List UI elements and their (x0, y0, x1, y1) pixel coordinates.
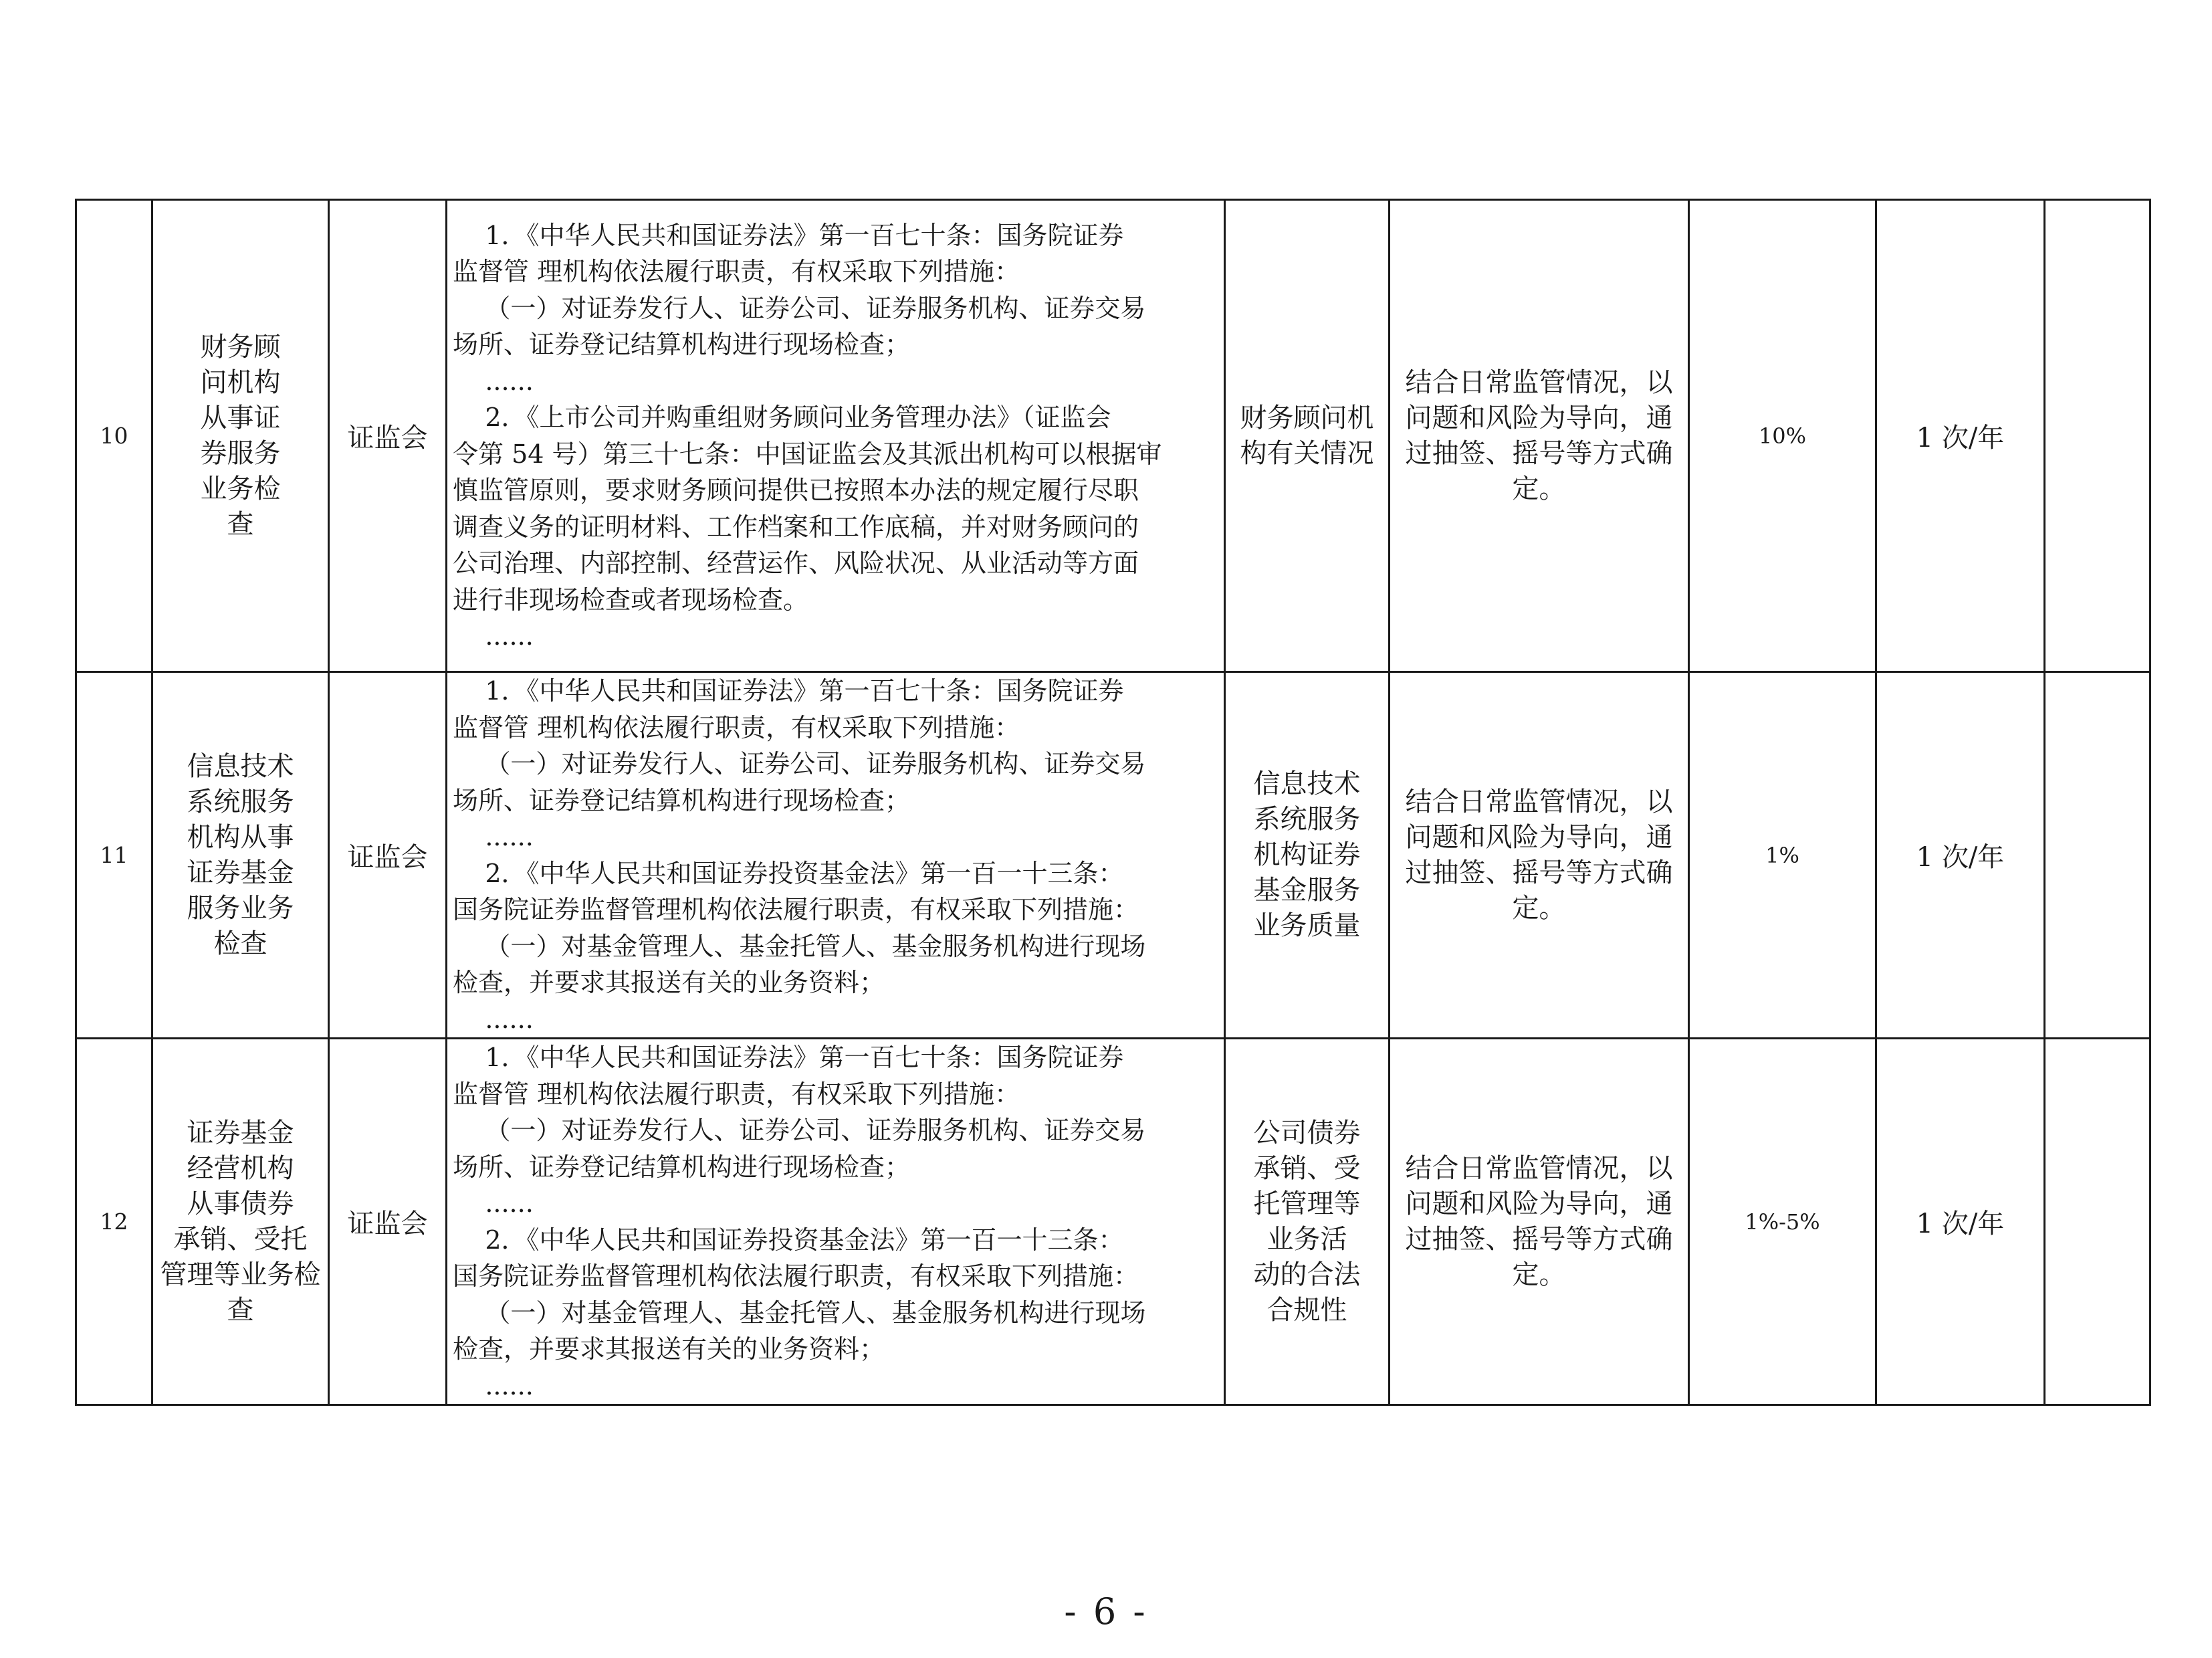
basis-line: 2．《中华人民共和国证券投资基金法》第一百一十三条： (453, 1225, 1124, 1255)
basis-line: ...... (453, 1370, 534, 1401)
sampling-ratio: 10% (1689, 200, 1876, 672)
basis-line: 公司治理、内部控制、经营运作、风险状况、从业活动等方面 (453, 548, 1139, 578)
basis-line: ...... (453, 621, 534, 651)
basis-line: ...... (453, 822, 534, 851)
basis-line: 国务院证券监督管理机构依法履行职责，有权采取下列措施： (453, 895, 1139, 924)
legal-basis (447, 672, 1225, 1039)
basis-line: （一）对证券发行人、证券公司、证券服务机构、证券交易 (453, 293, 1146, 323)
basis-line: 1．《中华人民共和国证券法》第一百七十条：国务院证券 (453, 220, 1124, 250)
table-row (76, 200, 2150, 672)
basis-line: 监督管 理机构依法履行职责，有权采取下列措施： (453, 1079, 1020, 1109)
basis-line: 场所、证券登记结算机构进行现场检查； (453, 330, 911, 359)
legal-basis (447, 200, 1225, 672)
inspection-content: 财务顾问机 构有关情况 (1225, 200, 1390, 672)
sampling-ratio: 1% (1689, 672, 1876, 1039)
remark (2045, 672, 2150, 1039)
basis-line: 1．《中华人民共和国证券法》第一百七十条：国务院证券 (453, 676, 1124, 706)
inspection-table (75, 199, 2151, 1406)
basis-line: （一）对证券发行人、证券公司、证券服务机构、证券交易 (453, 749, 1146, 779)
basis-line: （一）对证券发行人、证券公司、证券服务机构、证券交易 (453, 1116, 1146, 1145)
basis-line: 2．《上市公司并购重组财务顾问业务管理办法》（证监会 (453, 403, 1111, 432)
remark (2045, 200, 2150, 672)
basis-line: 慎监管原则，要求财务顾问提供已按照本办法的规定履行尽职 (453, 476, 1139, 505)
department: 证监会 (329, 672, 447, 1039)
inspection-content: 公司债券 承销、受 托管理等 业务活 动的合法 合规性 (1225, 1039, 1390, 1405)
basis-line: 检查，并要求其报送有关的业务资料； (453, 968, 885, 997)
basis-line: 监督管 理机构依法履行职责，有权采取下列措施： (453, 257, 1020, 286)
inspection-item: 证券基金 经营机构 从事债券 承销、受托 管理等业务检 查 (152, 1039, 329, 1405)
basis-line: 国务院证券监督管理机构依法履行职责，有权采取下列措施： (453, 1261, 1139, 1291)
table-row (76, 1039, 2150, 1405)
basis-line: 进行非现场检查或者现场检查。 (453, 585, 809, 615)
basis-line: 1．《中华人民共和国证券法》第一百七十条：国务院证券 (453, 1043, 1124, 1072)
remark (2045, 1039, 2150, 1405)
inspection-frequency: 1 次/年 (1876, 1039, 2045, 1405)
inspection-item: 财务顾 问机构 从事证 券服务 业务检 查 (152, 200, 329, 672)
basis-line: 检查，并要求其报送有关的业务资料； (453, 1334, 885, 1364)
table-row (76, 672, 2150, 1039)
selection-method: 结合日常监管情况，以 问题和风险为导向，通 过抽签、摇号等方式确 定。 (1390, 672, 1689, 1039)
basis-line: 场所、证券登记结算机构进行现场检查； (453, 1152, 911, 1182)
basis-line: ...... (453, 366, 534, 396)
row-number: 11 (76, 672, 152, 1039)
basis-line: ...... (453, 1004, 534, 1034)
basis-line: 场所、证券登记结算机构进行现场检查； (453, 785, 911, 815)
page-number: - 6 - (1064, 1590, 1148, 1633)
row-number: 12 (76, 1039, 152, 1405)
legal-basis (447, 1039, 1225, 1405)
row-number: 10 (76, 200, 152, 672)
basis-line: ...... (453, 1188, 534, 1218)
inspection-item: 信息技术 系统服务 机构从事 证券基金 服务业务 检查 (152, 672, 329, 1039)
inspection-frequency: 1 次/年 (1876, 672, 2045, 1039)
department: 证监会 (329, 1039, 447, 1405)
basis-line: （一）对基金管理人、基金托管人、基金服务机构进行现场 (453, 931, 1146, 961)
basis-line: 监督管 理机构依法履行职责，有权采取下列措施： (453, 712, 1020, 742)
sampling-ratio: 1%-5% (1689, 1039, 1876, 1405)
basis-line: 调查义务的证明材料、工作档案和工作底稿，并对财务顾问的 (453, 512, 1139, 542)
selection-method: 结合日常监管情况，以 问题和风险为导向，通 过抽签、摇号等方式确 定。 (1390, 1039, 1689, 1405)
basis-line: 2．《中华人民共和国证券投资基金法》第一百一十三条： (453, 858, 1124, 888)
inspection-frequency: 1 次/年 (1876, 200, 2045, 672)
department: 证监会 (329, 200, 447, 672)
inspection-content: 信息技术 系统服务 机构证券 基金服务 业务质量 (1225, 672, 1390, 1039)
basis-line: 令第 54 号）第三十七条：中国证监会及其派出机构可以根据审 (453, 439, 1162, 469)
basis-line: （一）对基金管理人、基金托管人、基金服务机构进行现场 (453, 1298, 1146, 1328)
selection-method: 结合日常监管情况，以 问题和风险为导向，通 过抽签、摇号等方式确 定。 (1390, 200, 1689, 672)
